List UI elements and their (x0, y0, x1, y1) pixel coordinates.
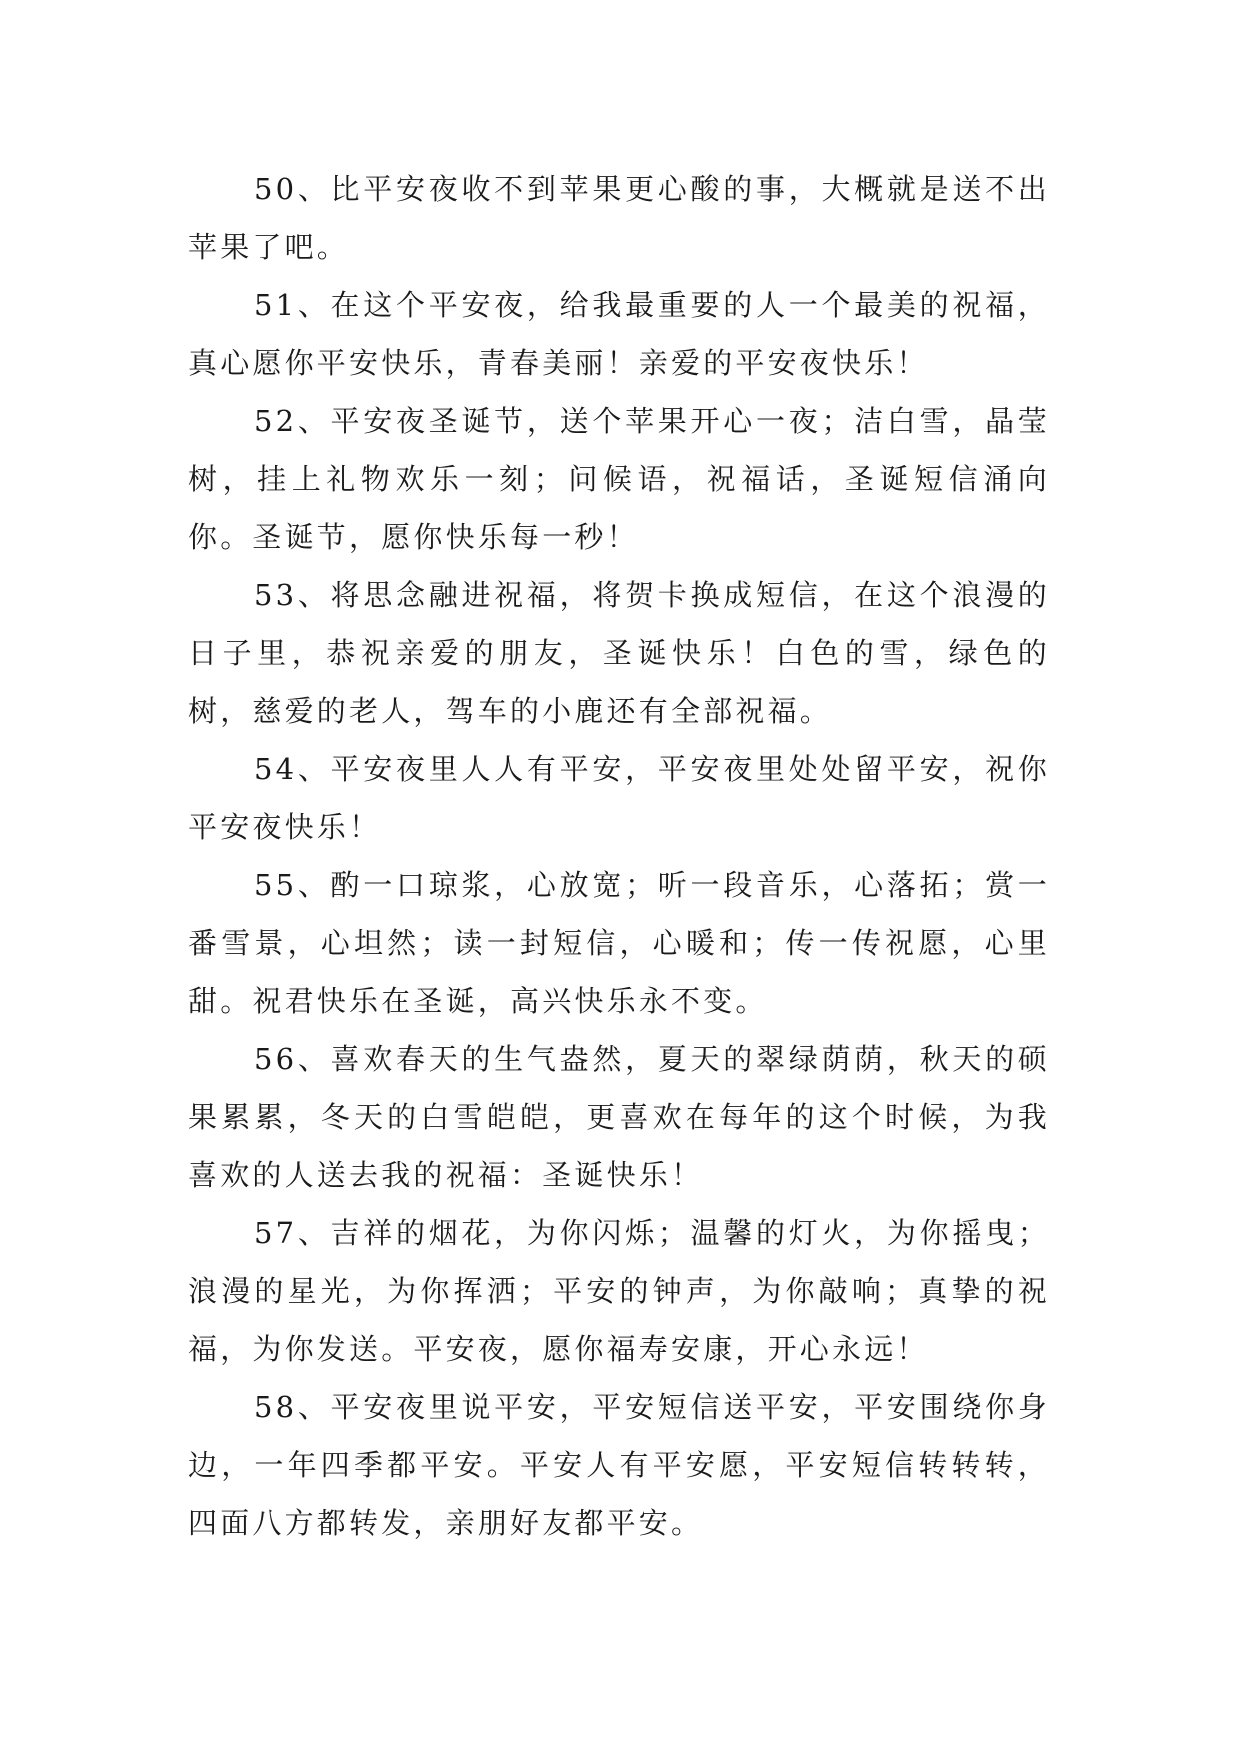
paragraph-51: 51、在这个平安夜，给我最重要的人一个最美的祝福，真心愿你平安快乐，青春美丽！亲爱的平安夜快乐！ (188, 288, 1050, 380)
document-body (188, 160, 1050, 1552)
paragraph-56: 56、喜欢春天的生气盎然，夏天的翠绿荫荫，秋天的硕果累累，冬天的白雪皑皑，更喜欢在每年的这个时候，为我喜欢的人送去我的祝福：圣诞快乐！ (188, 1042, 1050, 1192)
paragraph-54: 54、平安夜里人人有平安，平安夜里处处留平安，祝你平安夜快乐！ (188, 752, 1050, 844)
paragraph-55: 55、酌一口琼浆，心放宽；听一段音乐，心落拓；赏一番雪景，心坦然；读一封短信，心暖和；传一传祝愿，心里甜。祝君快乐在圣诞，高兴快乐永不变。 (188, 868, 1050, 1018)
paragraph-57: 57、吉祥的烟花，为你闪烁；温馨的灯火，为你摇曳；浪漫的星光，为你挥洒；平安的钟声，为你敲响；真挚的祝福，为你发送。平安夜，愿你福寿安康，开心永远！ (188, 1216, 1050, 1366)
paragraph-50: 50、比平安夜收不到苹果更心酸的事，大概就是送不出苹果了吧。 (188, 172, 1050, 264)
paragraph-58: 58、平安夜里说平安，平安短信送平安，平安围绕你身边，一年四季都平安。平安人有平安愿，平安短信转转转，四面八方都转发，亲朋好友都平安。 (188, 1390, 1050, 1540)
paragraph-52: 52、平安夜圣诞节，送个苹果开心一夜；洁白雪，晶莹树，挂上礼物欢乐一刻；问候语，祝福话，圣诞短信涌向你。圣诞节，愿你快乐每一秒！ (188, 404, 1050, 554)
paragraph-53: 53、将思念融进祝福，将贺卡换成短信，在这个浪漫的日子里，恭祝亲爱的朋友，圣诞快乐！白色的雪，绿色的树，慈爱的老人，驾车的小鹿还有全部祝福。 (188, 578, 1050, 728)
